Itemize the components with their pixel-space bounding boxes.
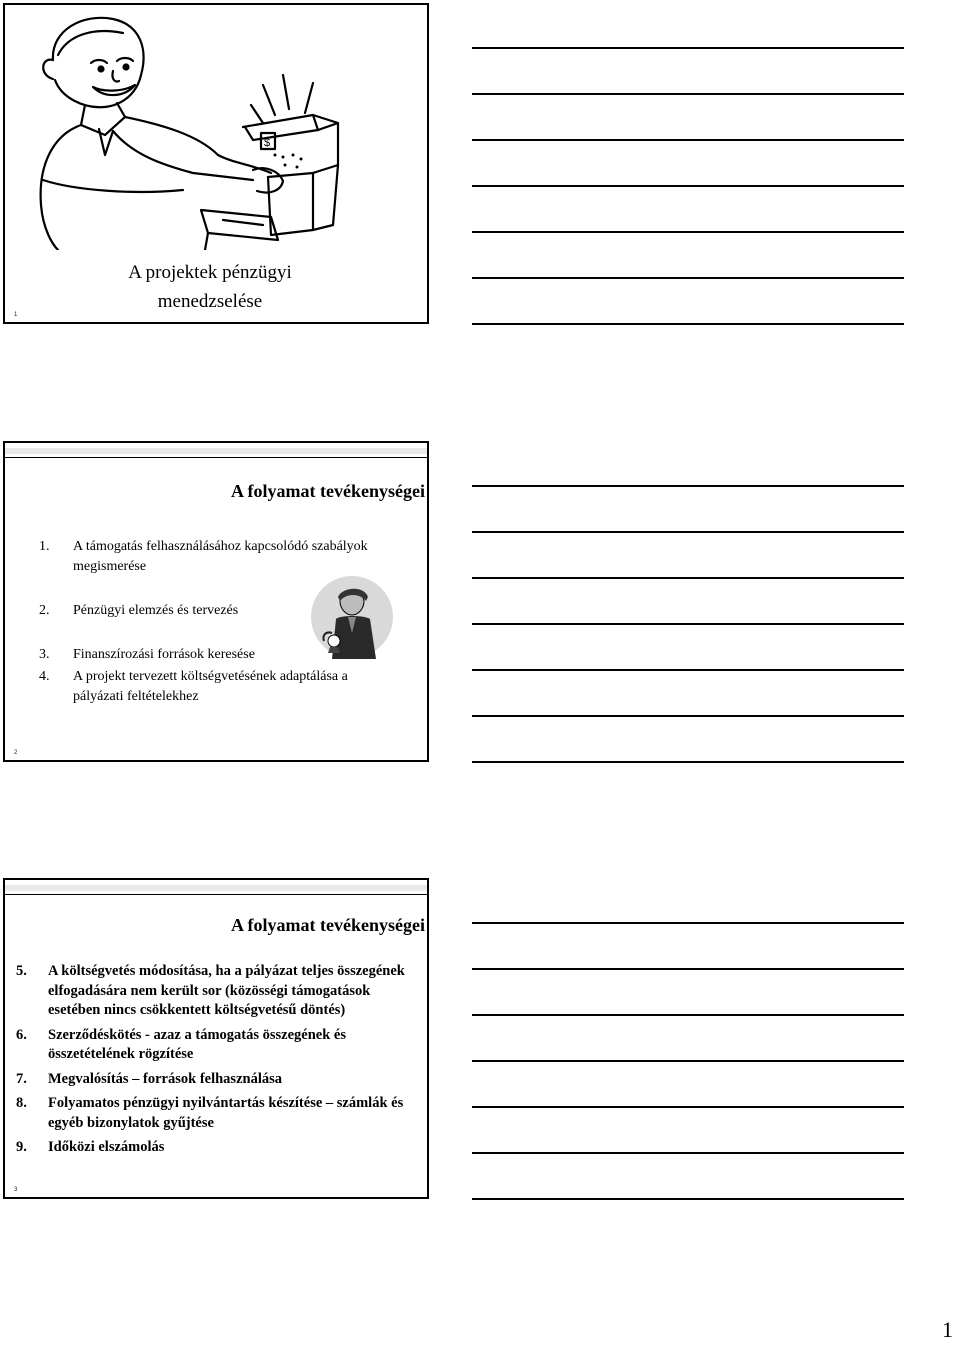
slide-number: 1 xyxy=(14,312,18,318)
slide-1 xyxy=(3,3,429,324)
list-item-text: A projekt tervezett költségvetésének adaptálása a pályázati feltételekhez xyxy=(73,669,348,704)
notes-line xyxy=(472,761,904,763)
cashier-illustration xyxy=(13,5,343,250)
list-item xyxy=(16,962,421,1021)
notes-line xyxy=(472,277,904,279)
notes-line xyxy=(472,922,904,924)
activity-list xyxy=(16,962,421,1163)
list-item-text: Szerződéskötés - azaz a támogatás összegének és összetételének rögzítése xyxy=(48,1026,346,1062)
notes-line xyxy=(472,139,904,141)
page-number: 1 xyxy=(942,1317,953,1342)
list-item-number: 5. xyxy=(16,963,27,979)
notes-line xyxy=(472,531,904,533)
notes-line xyxy=(472,485,904,487)
list-item-number: 3. xyxy=(39,647,50,662)
notes-line xyxy=(472,577,904,579)
slide-header-bar xyxy=(5,880,427,895)
list-item-text: A támogatás felhasználásához kapcsolódó szabályok megismerése xyxy=(73,539,368,574)
svg-text:$: $ xyxy=(264,137,271,149)
list-item-number: 8. xyxy=(16,1095,27,1111)
slide-2 xyxy=(3,441,429,762)
notes-line xyxy=(472,1106,904,1108)
notes-line xyxy=(472,1014,904,1016)
notes-line xyxy=(472,715,904,717)
notes-line xyxy=(472,968,904,970)
list-item-text: Megvalósítás – források felhasználása xyxy=(48,1070,282,1087)
list-item-number: 1. xyxy=(39,539,50,554)
list-item-text: Időközi elszámolás xyxy=(48,1139,165,1155)
slide-3 xyxy=(3,878,429,1199)
list-item-number: 7. xyxy=(16,1070,27,1087)
slide-heading: A folyamat tevékenységei xyxy=(231,481,425,501)
notes-line xyxy=(472,669,904,671)
notes-line xyxy=(472,323,904,325)
list-item xyxy=(16,1026,421,1065)
list-item xyxy=(39,537,399,577)
slide-title-line-2: menedzselése xyxy=(157,291,263,312)
slide-title xyxy=(95,258,325,316)
notes-line xyxy=(472,623,904,625)
notes-line xyxy=(472,1198,904,1200)
list-item-number: 9. xyxy=(16,1139,27,1155)
notes-line xyxy=(472,1060,904,1062)
slide-title-line-1: A projektek pénzügyi xyxy=(128,262,292,283)
notes-line xyxy=(472,47,904,49)
notes-line xyxy=(472,1152,904,1154)
slide-header-bar xyxy=(5,443,427,458)
slide-number: 3 xyxy=(14,1187,18,1193)
list-item xyxy=(16,1094,421,1133)
slide-number: 2 xyxy=(14,750,18,756)
list-item-text: A költségvetés módosítása, ha a pályázat teljes összegének elfogadására nem került sor (közösségi támogatások esetében nincs csökkentett költségvetésű döntés) xyxy=(48,963,405,1018)
notes-line xyxy=(472,185,904,187)
list-item xyxy=(16,1138,421,1158)
list-item-number: 6. xyxy=(16,1026,27,1043)
list-item-number: 2. xyxy=(39,603,50,618)
notes-line xyxy=(472,93,904,95)
list-item-text: Finanszírozási források keresése xyxy=(73,647,255,662)
list-item xyxy=(16,1070,421,1090)
list-item-number: 4. xyxy=(39,669,50,684)
list-item xyxy=(39,667,393,707)
fortune-teller-illustration xyxy=(310,575,394,659)
slide-heading: A folyamat tevékenységei xyxy=(231,915,425,935)
list-item-text: Folyamatos pénzügyi nyilvántartás készítése – számlák és egyéb bizonylatok gyűjtése xyxy=(48,1095,404,1131)
notes-line xyxy=(472,231,904,233)
list-item-text: Pénzügyi elemzés és tervezés xyxy=(73,603,239,618)
